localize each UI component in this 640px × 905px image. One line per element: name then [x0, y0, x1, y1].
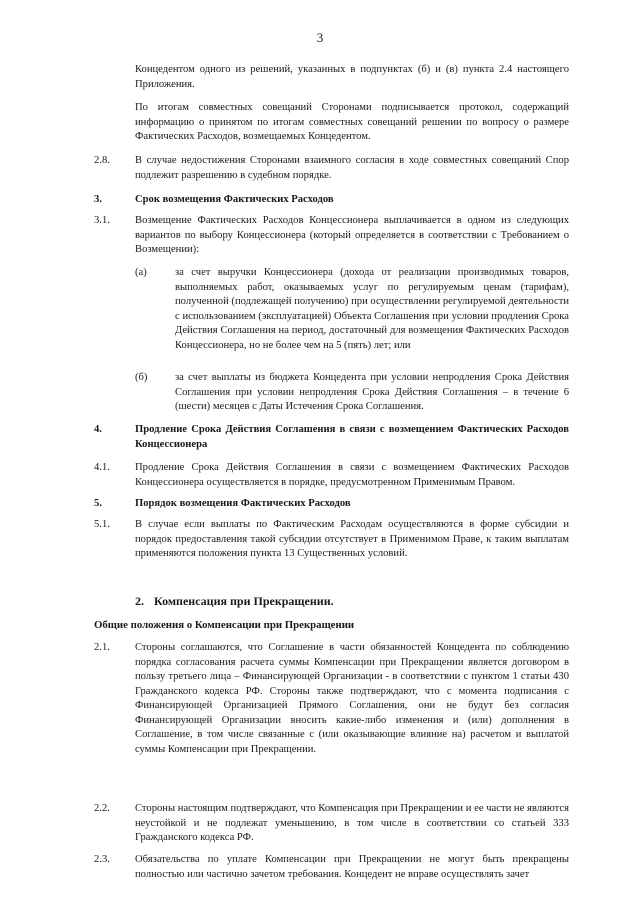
section-5-title: Порядок возмещения Фактических Расходов [135, 498, 351, 509]
clause-number-5-1: 5.1. [94, 519, 110, 530]
section-2-heading [135, 594, 334, 609]
clause-number-3-1: 3.1. [94, 215, 110, 226]
clause-2-1-text: Стороны соглашаются, что Соглашение в части обязанностей Концедента по соблюдению порядка согласования расчета суммы Компенсации при Прекращении является договором в пользу третьего лица – Финансирующей Организации - в соответствии с пунктом 1 статьи 430 Гражданского кодекса РФ. Стороны также подтверждают, что с момента подписания с Финансирующей Организацией Прямого Соглашения, они не будут без согласия Финансирующей Организации вносить какие-либо изменения и (или) дополнения в Соглашение, в том числе связанные с (или оказывающие влияние на) расчетом и выплатой суммы Компенсации при Прекращении. [135, 642, 569, 755]
section-4-number: 4. [94, 424, 102, 435]
section-2-number: 2. [135, 594, 144, 608]
clause-3-1-text: Возмещение Фактических Расходов Концессионера выплачивается в одном из следующих вариантов по выбору Концессионера (который определяется в соответствии с Требованием о Возмещении): [135, 215, 569, 255]
clause-2-2-text: Стороны настоящим подтверждают, что Компенсация при Прекращении и ее части не являются неустойкой и не подлежат уменьшению, в том числе в соответствии со статьей 333 Гражданского кодекса РФ. [135, 803, 569, 843]
clause-2-3-text: Обязательства по уплате Компенсации при Прекращении не могут быть прекращены полностью или частично зачетом требования. Концедент не вправе осуществлять зачет [135, 854, 569, 880]
general-provisions-heading: Общие положения о Компенсации при Прекращении [94, 619, 355, 631]
section-4-title: Продление Срока Действия Соглашения в связи с возмещением Фактических Расходов Концессионера [135, 424, 569, 450]
item-b-text: за счет выплаты из бюджета Концедента при условии непродления Срока Действия Соглашения при условии непродления Срока Действия Соглашения – в течение 6 (шести) месяцев с Даты Истечения Срока Соглашения. [175, 372, 569, 412]
section-3-title: Срок возмещения Фактических Расходов [135, 194, 334, 205]
clause-4-1-text: Продление Срока Действия Соглашения в связи с возмещением Фактических Расходов Концессионера осуществляется в порядке, предусмотренном Применимым Правом. [135, 462, 569, 488]
item-a-text: за счет выручки Концессионера (дохода от реализации производимых товаров, выполняемых работ, оказываемых услуг по регулируемым ценам (тарифам), полученной (подлежащей получению) при осуществлении регулируемой деятельности с использованием (эксплуатацией) Объекта Соглашения при условии продления Срока Действия Соглашения на период, достаточный для возмещения Фактических Расходов Концессионера, но не более чем на 5 (пять) лет; или [175, 267, 569, 351]
clause-2-8-text: В случае недостижения Сторонами взаимного согласия в ходе совместных совещаний Спор подлежит разрешению в судебном порядке. [135, 155, 569, 181]
section-5-number: 5. [94, 498, 102, 509]
clause-number-2-3: 2.3. [94, 854, 110, 865]
clause-number-2-1: 2.1. [94, 642, 110, 653]
continuation-text: Концедентом одного из решений, указанных в подпунктах (б) и (в) пункта 2.4 настоящего Приложения. [135, 64, 569, 90]
item-b-label: (б) [135, 372, 148, 383]
clause-number-2-8: 2.8. [94, 155, 110, 166]
clause-number-2-2: 2.2. [94, 803, 110, 814]
section-3-number: 3. [94, 194, 102, 205]
clause-number-4-1: 4.1. [94, 462, 110, 473]
item-a-label: (а) [135, 267, 147, 278]
clause-5-1-text: В случае если выплаты по Фактическим Расходам осуществляются в форме субсидии и порядок предоставления такой субсидии отсутствует в Применимом Праве, к таким выплатам применяются положения пункта 13 Существенных условий. [135, 519, 569, 559]
page-number: 3 [316, 30, 324, 45]
protocol-paragraph: По итогам совместных совещаний Сторонами подписывается протокол, содержащий информацию о принятом по итогам совместных совещаний решении по вопросу о размере Фактических Расходов, возмещаемых Концедентом. [135, 102, 569, 142]
section-2-title: Компенсация при Прекращении. [154, 594, 334, 608]
